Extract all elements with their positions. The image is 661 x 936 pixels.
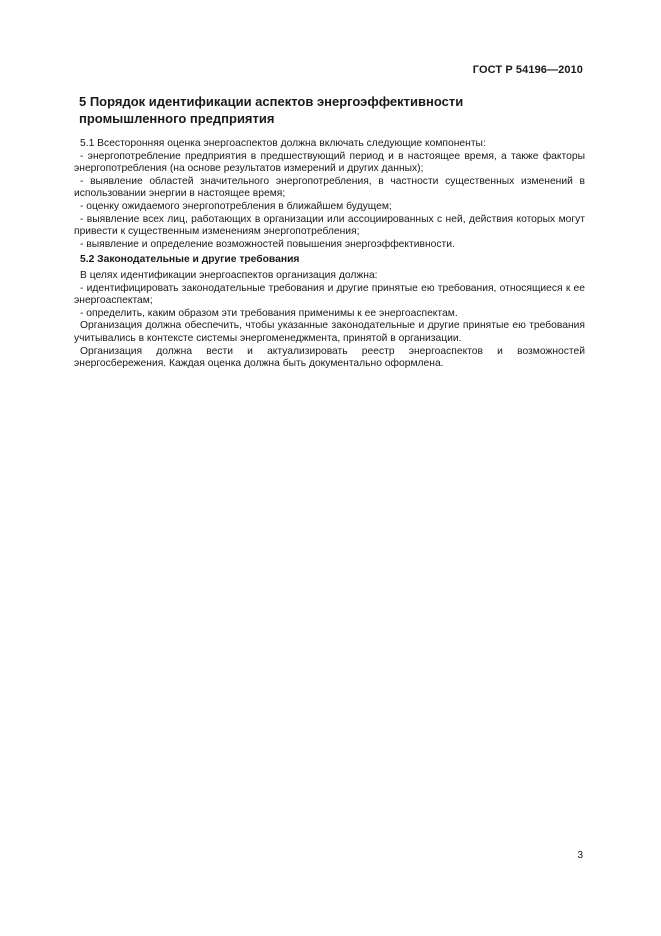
document-body — [74, 138, 585, 371]
list-item: - выявление областей значительного энергопотребления, в частности существенных изменений в использовании энергии в настоящее время; — [74, 175, 585, 200]
section-title: 5 Порядок идентификации аспектов энергоэффективности промышленного предприятия — [79, 94, 464, 126]
list-item: - выявление и определение возможностей повышения энергоэффективности. — [80, 238, 455, 250]
paragraph: Организация должна вести и актуализировать реестр энергоаспектов и возможностей энергосбережения. Каждая оценка должна быть документально оформлена. — [74, 345, 585, 370]
list-item: - выявление всех лиц, работающих в организации или ассоциированных с ней, действия которых могут привести к существенным изменениям энергопотребления; — [74, 213, 585, 238]
subsection-title: 5.2 Законодательные и другие требования — [80, 254, 300, 266]
list-item: - энергопотребление предприятия в предшествующий период и в настоящее время, а также факторы энергопотребления (на основе результатов измерений и других данных); — [74, 150, 585, 175]
list-item: - идентифицировать законодательные требования и другие принятые ею требования, относящиеся к ее энергоаспектам; — [74, 282, 585, 307]
paragraph-5-1: 5.1 Всесторонняя оценка энергоаспектов должна включать следующие компоненты: — [80, 138, 486, 149]
page-number: 3 — [577, 850, 583, 861]
list-item: - определить, каким образом эти требования применимы к ее энергоаспектам. — [80, 307, 458, 319]
list-item: - оценку ожидаемого энергопотребления в ближайшем будущем; — [80, 200, 392, 212]
paragraph: Организация должна обеспечить, чтобы указанные законодательные и другие принятые ею требования учитывались в контексте системы энергоменеджмента, принятой в организации. — [74, 320, 585, 344]
document-code: ГОСТ Р 54196—2010 — [472, 64, 583, 76]
paragraph: В целях идентификации энергоаспектов организация должна: — [80, 269, 378, 281]
